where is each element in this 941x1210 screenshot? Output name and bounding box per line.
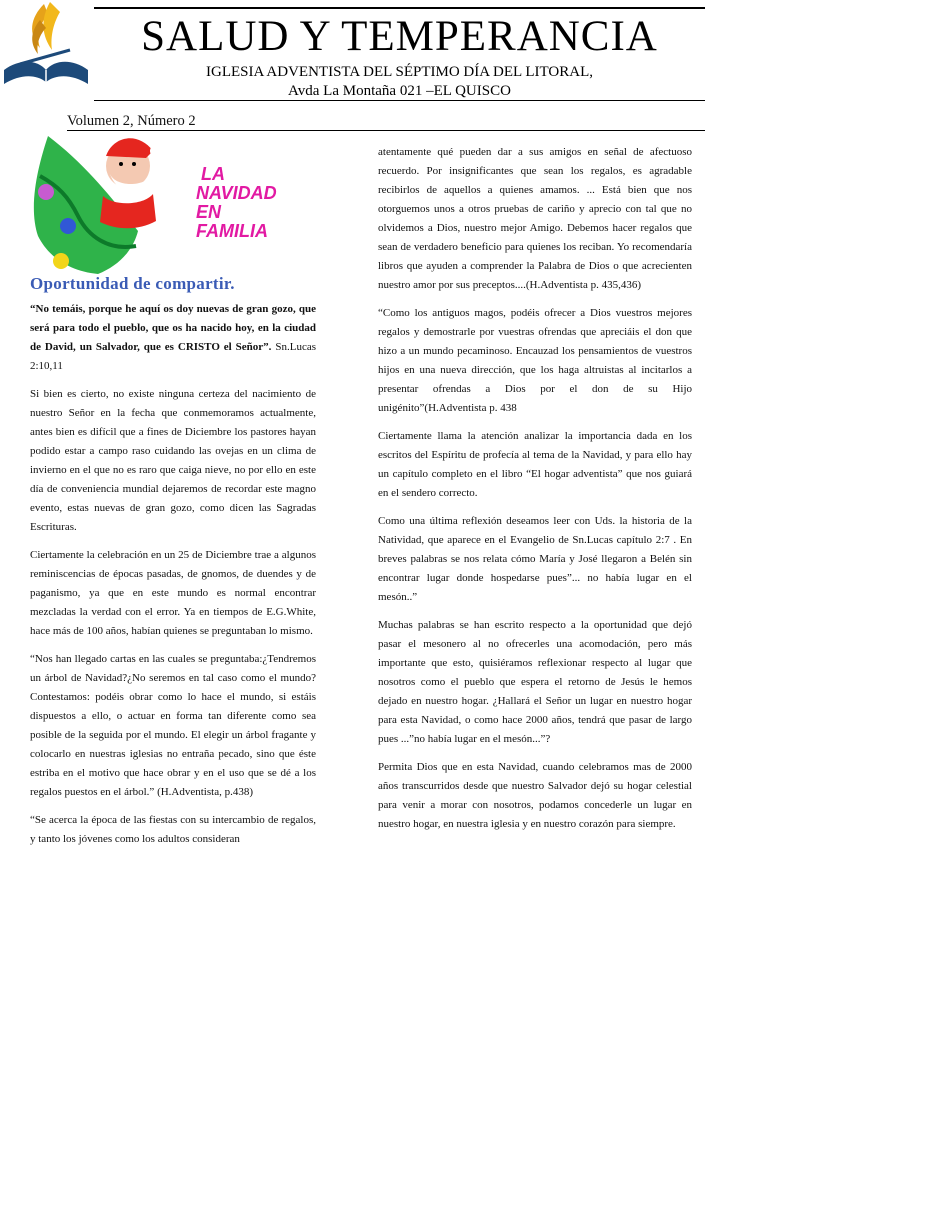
article-paragraph: Permita Dios que en esta Navidad, cuando celebramos mas de 2000 años transcurridos desde que nuestro Salvador dejó su hogar celestial para venir a morar con nosotros, podamos concederle un lugar en nuestro hogar, en nuestra iglesia y en nuestro corazón para siempre. xyxy=(378,761,692,830)
feature-title xyxy=(196,165,277,241)
bible-verse-paragraph xyxy=(30,300,316,376)
article-paragraph: “Nos han llegado cartas en las cuales se preguntaba:¿Tendremos un árbol de Navidad?¿No seremos en tal caso como el mundo? Contestamos: podéis obrar como lo hace el mundo, si estáis dispuestos a ello, o actuar en forma tan diferente como sea posible de la seguida por el mundo. El elegir un árbol fragante y colocarlo en nuestras iglesias no entraña pecado, sino que éste estriba en el motivo que hace obrar y en el uso que se dé a los regalos puestos en el árbol.” (H.Adventista, p.438) xyxy=(30,653,316,798)
article-paragraph: “Se acerca la época de las fiestas con su intercambio de regalos, y tanto los jóvenes como los adultos consideran xyxy=(30,814,316,845)
section-heading: Oportunidad de compartir. xyxy=(30,274,235,293)
feature-title-line: NAVIDAD xyxy=(196,183,277,203)
article-paragraph: Si bien es cierto, no existe ninguna certeza del nacimiento de nuestro Señor en la fecha que conmemoramos actualmente, antes bien es difícil que a fines de Diciembre los pastores hayan podido estar a campo raso cuidando las ovejas en un clima de invierno en el que no es raro que caiga nieve, no por ello en este día de conveniencia mundial dejaremos de recordar este magno evento, estas nuevas de gran gozo, como dicen las Sagradas Escrituras. xyxy=(30,388,316,533)
masthead-bottom-rule xyxy=(94,100,705,101)
church-logo-icon xyxy=(0,0,92,88)
feature-title-line: EN xyxy=(196,202,222,222)
bible-verse-text: “No temáis, porque he aquí os doy nuevas de gran gozo, que será para todo el pueblo, que os ha nacido hoy, en la ciudad de David, un Salvador, que es CRISTO el Señor”. xyxy=(30,303,316,353)
article-left-column xyxy=(30,300,316,858)
article-paragraph: Como una última reflexión deseamos leer con Uds. la historia de la Natividad, que aparece en el Evangelio de Sn.Lucas capítulo 2:7 . En breves palabras se nos relata cómo María y José llegaron a Belén sin encontrar lugar donde hospedarse pues”... no había lugar en el mesón..” xyxy=(378,515,692,603)
bible-verse-reference: Sn.Lucas 2:10,11 xyxy=(30,341,317,372)
article-paragraph: atentamente qué pueden dar a sus amigos en señal de afectuoso recuerdo. Por insignificantes que sean los regalos, es agradable recibirlos de aquellos a quienes amamos. ... Está bien que nos otorguemos unos a otros pruebas de cariño y aprecio con tal que no olvidemos a Dios, nuestro mejor Amigo. Debemos hacer regalos que sean de verdadero beneficio para quienes los reciban. Yo recomendaría libros que ayuden a comprender la Palabra de Dios o que acrecienten nuestro amor por sus preceptos....(H.Adventista p. 435,436) xyxy=(378,146,692,291)
article-paragraph: “Como los antiguos magos, podéis ofrecer a Dios vuestros mejores regalos y demostrarle por vuestras ofrendas que apreciáis el don que hizo a un mundo pecaminoso. Encauzad los pensamientos de vuestros hijos en una nueva dirección, que los haga altruistas al incitarlos a presentar ofrendas a Dios por el don de su Hijo unigénito”(H.Adventista p. 438 xyxy=(378,307,692,414)
article-paragraph: Ciertamente llama la atención analizar la importancia dada en los escritos del Espíritu de profecía al tema de la Navidad, y para ello hay un capítulo completo en el libro “El hogar adventista” que nos guiará en el sendero correcto. xyxy=(378,430,692,499)
article-paragraph: Ciertamente la celebración en un 25 de Diciembre trae a algunos reminiscencias de épocas pasadas, de gnomos, de duendes y de paganismo, ya que en este mundo es normal encontrar mezcladas la verdad con el error. Ya en tiempos de E.G.White, hace más de 100 años, habían quienes se preguntaban lo mismo. xyxy=(30,549,316,637)
masthead-subtitle-line1: IGLESIA ADVENTISTA DEL SÉPTIMO DÍA DEL LITORAL, xyxy=(206,64,593,80)
article-right-column xyxy=(378,143,692,843)
feature-title-line: LA xyxy=(201,164,225,184)
article-paragraph: Muchas palabras se han escrito respecto a la oportunidad que dejó pasar el mesonero al no ofrecerles una acomodación, pero más importante que esto, quisiéramos reflexionar respecto al lugar que nosotros como el pueblo que espera el retorno de Jesús le hemos dejado en nuestro hogar. ¿Hallará el Señor un lugar en nuestro hogar para esta Navidad, o como hace 2000 años, tendrá que pasar de largo pues ...”no había lugar en el mesón...”? xyxy=(378,619,692,745)
christmas-tree-santa-illustration xyxy=(28,126,178,276)
masthead-top-rule xyxy=(94,7,705,9)
volume-number: Volumen 2, Número 2 xyxy=(67,113,196,129)
feature-title-line: FAMILIA xyxy=(196,221,268,241)
masthead-title: SALUD Y TEMPERANCIA xyxy=(141,13,658,60)
masthead-subtitle-line2: Avda La Montaña 021 –EL QUISCO xyxy=(288,83,511,99)
